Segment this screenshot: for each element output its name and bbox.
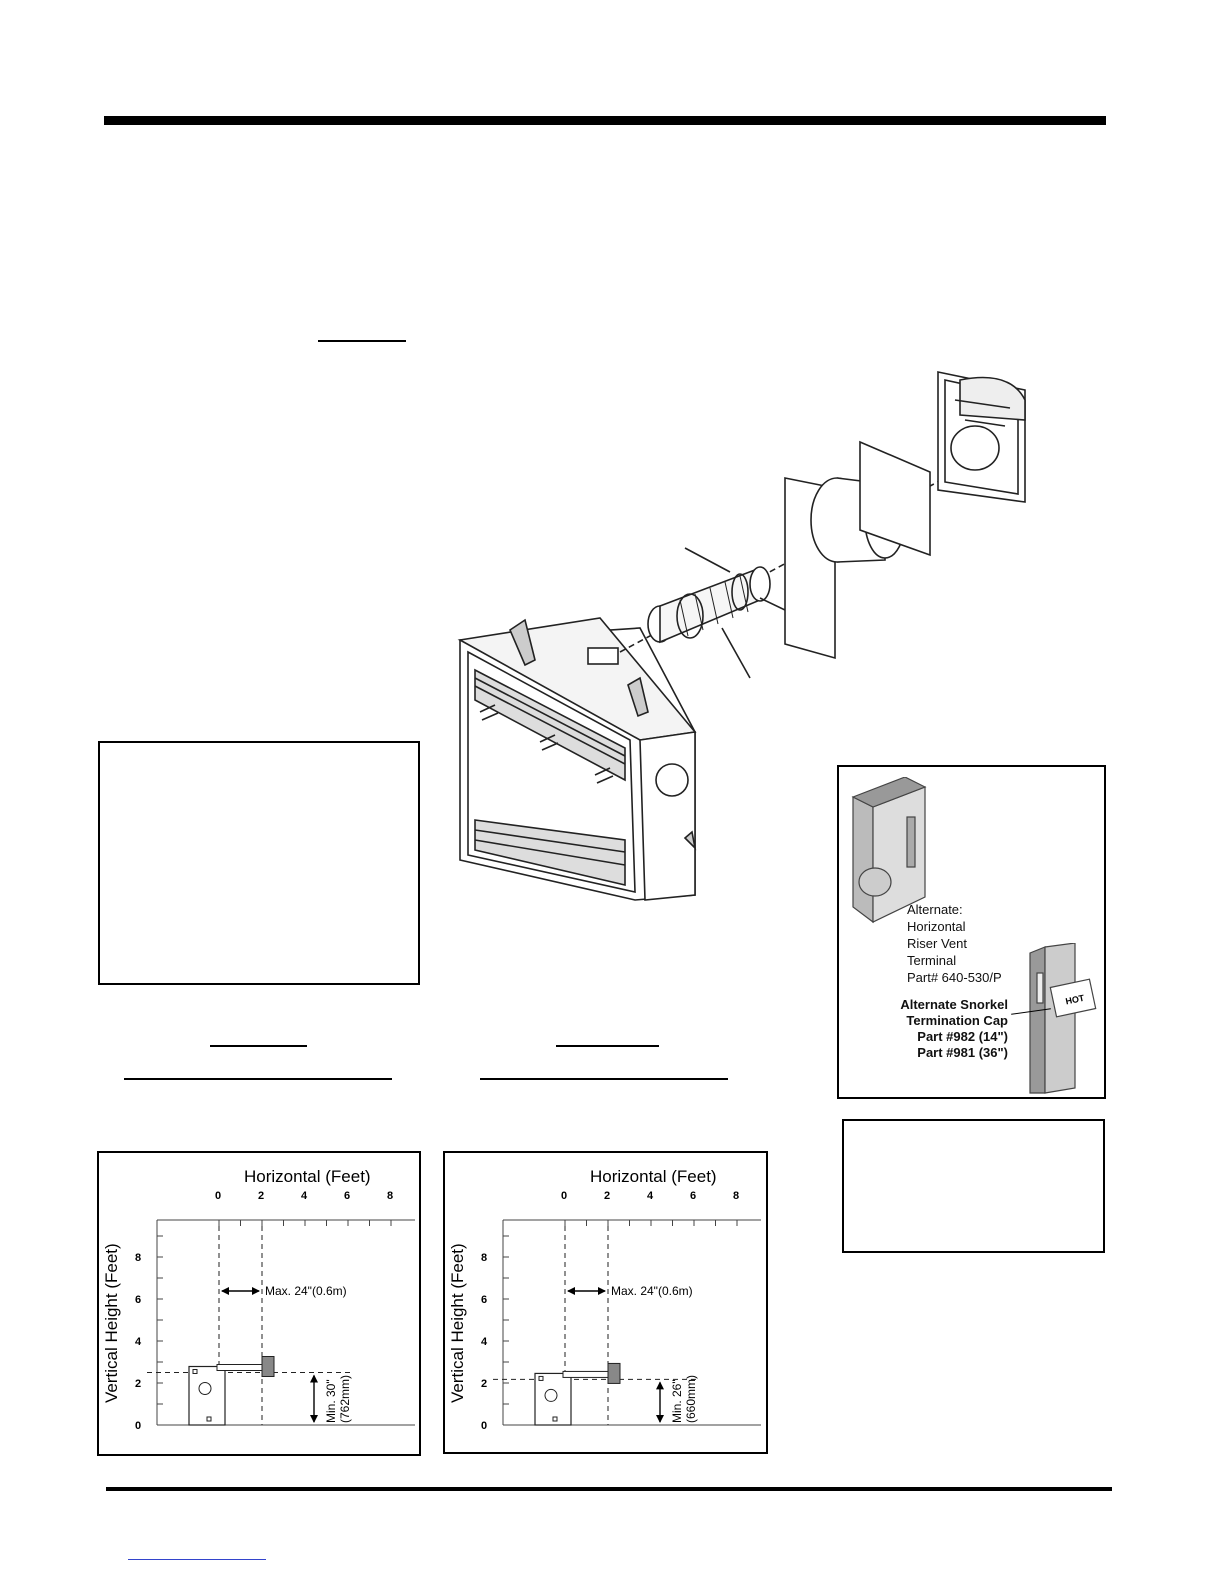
x-tick-label: 0 xyxy=(215,1190,222,1202)
chart-right xyxy=(445,1153,766,1452)
y-tick-label: 2 xyxy=(135,1378,142,1390)
x-tick-label: 8 xyxy=(733,1190,740,1202)
min-arrow-bottom-head xyxy=(656,1415,664,1423)
heading-underline xyxy=(318,340,406,342)
right-figure-underline-long xyxy=(480,1078,728,1080)
vent-pipe-icon xyxy=(563,1371,608,1377)
fireplace-detail xyxy=(207,1417,211,1421)
footer-link-underline[interactable] xyxy=(128,1559,266,1560)
y-tick-label: 2 xyxy=(481,1378,488,1390)
fireplace-unit xyxy=(460,618,695,900)
x-tick-label: 0 xyxy=(561,1190,568,1202)
y-axis-title: Vertical Height (Feet) xyxy=(448,1243,467,1403)
note-box-left xyxy=(98,741,420,985)
snorkel-cap-label: Alternate Snorkel Termination Cap Part #982 (14") Part #981 (36") xyxy=(900,997,1008,1060)
chart-left-box xyxy=(97,1151,421,1456)
vent-pipe-icon xyxy=(217,1365,262,1371)
x-tick-label: 2 xyxy=(604,1190,611,1202)
fireplace-vent-circle xyxy=(545,1389,557,1401)
flex-pipe xyxy=(648,567,770,642)
right-figure-underline-short xyxy=(556,1045,659,1047)
left-figure-underline-long xyxy=(124,1078,392,1080)
min-height-label-2: (660mm) xyxy=(684,1374,698,1423)
y-tick-label: 6 xyxy=(135,1294,142,1306)
chart-right-box xyxy=(443,1151,768,1454)
max-horizontal-label: Max. 24"(0.6m) xyxy=(611,1284,693,1298)
alternate-terminal-label: Alternate: Horizontal Riser Vent Terminal Part# 640-530/P xyxy=(907,902,1002,985)
left-figure-underline-short xyxy=(210,1045,307,1047)
note-box-right xyxy=(842,1119,1105,1253)
x-tick-label: 6 xyxy=(344,1190,351,1202)
min-arrow-bottom-head xyxy=(310,1415,318,1423)
min-arrow-top-head xyxy=(656,1381,664,1389)
min-height-label-1: Min. 26" xyxy=(670,1379,684,1423)
fireplace-detail xyxy=(193,1370,197,1374)
y-tick-label: 0 xyxy=(481,1420,488,1432)
x-tick-label: 8 xyxy=(387,1190,394,1202)
min-height-label-1: Min. 30" xyxy=(324,1379,338,1423)
termination-cap-icon xyxy=(262,1357,274,1377)
y-tick-label: 8 xyxy=(135,1252,142,1264)
y-tick-label: 6 xyxy=(481,1294,488,1306)
max-arrow-right-head xyxy=(252,1287,260,1295)
x-axis-title: Horizontal (Feet) xyxy=(590,1167,717,1186)
max-arrow-left-head xyxy=(567,1287,575,1295)
x-tick-label: 4 xyxy=(647,1190,654,1202)
fireplace-vent-circle xyxy=(199,1383,211,1395)
max-arrow-left-head xyxy=(221,1287,229,1295)
fireplace-detail xyxy=(539,1376,543,1380)
x-tick-label: 4 xyxy=(301,1190,308,1202)
y-tick-label: 4 xyxy=(135,1336,142,1348)
x-axis-title: Horizontal (Feet) xyxy=(244,1167,371,1186)
min-height-label-2: (762mm) xyxy=(338,1374,352,1423)
min-arrow-top-head xyxy=(310,1375,318,1383)
termination-cap-icon xyxy=(608,1363,620,1383)
footer-rule xyxy=(106,1487,1112,1491)
alternate-terminals-box xyxy=(837,765,1106,1099)
vent-terminal xyxy=(938,372,1025,502)
y-axis-title: Vertical Height (Feet) xyxy=(102,1243,121,1403)
x-tick-label: 6 xyxy=(690,1190,697,1202)
max-horizontal-label: Max. 24"(0.6m) xyxy=(265,1284,347,1298)
y-tick-label: 8 xyxy=(481,1252,488,1264)
max-arrow-right-head xyxy=(598,1287,606,1295)
chart-left xyxy=(99,1153,419,1454)
y-tick-label: 0 xyxy=(135,1420,142,1432)
fireplace-detail xyxy=(553,1417,557,1421)
hot-label: HOT xyxy=(1064,992,1086,1007)
fireplace-icon xyxy=(189,1367,225,1426)
header-rule xyxy=(104,116,1106,125)
y-tick-label: 4 xyxy=(481,1336,488,1348)
x-tick-label: 2 xyxy=(258,1190,265,1202)
snorkel-cap-drawing xyxy=(1025,943,1105,1097)
